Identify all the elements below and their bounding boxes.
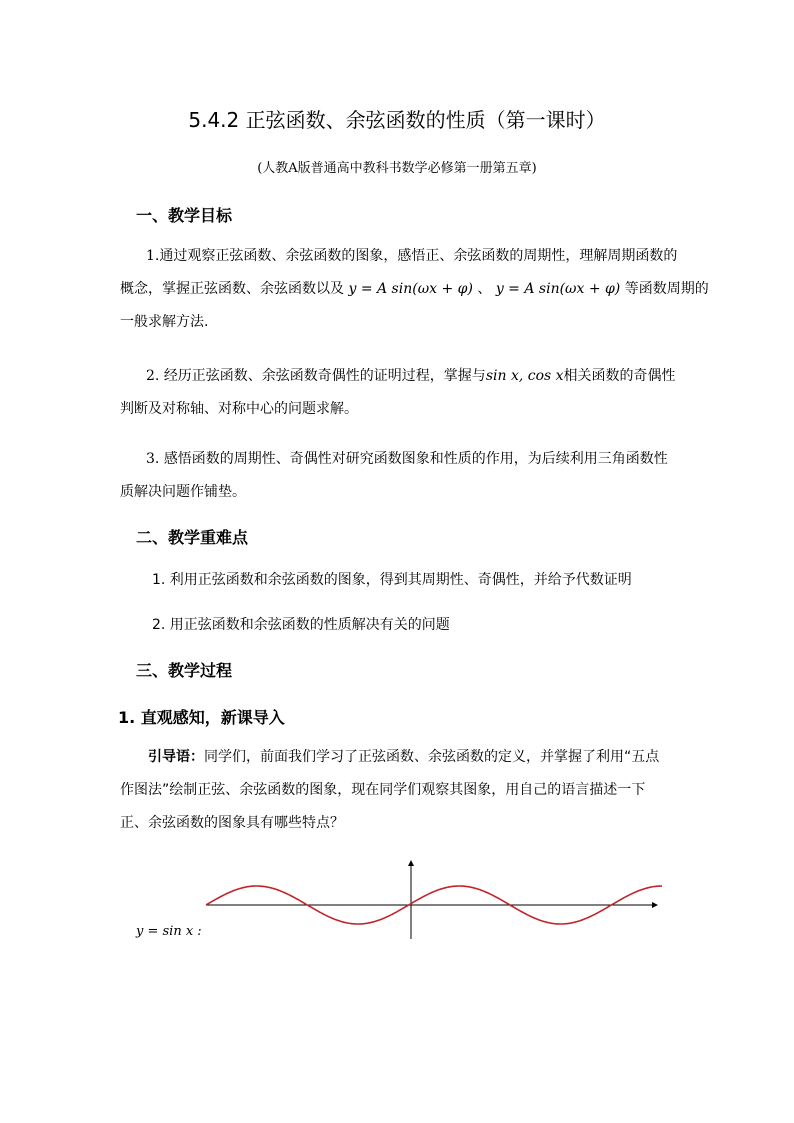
objective-1-separator: 、 — [477, 281, 492, 297]
objective-3 — [120, 443, 668, 509]
objective-1-number: 1. — [146, 248, 160, 264]
page-subtitle: (人教A版普通高中教科书数学必修第一册第五章) — [257, 161, 537, 176]
objective-1-line2-pre: 概念，掌握正弦函数、余弦函数以及 — [120, 281, 344, 297]
objective-3-number: 3. — [146, 451, 160, 467]
intro-line1: 同学们，前面我们学习了正弦函数、余弦函数的定义，并掌握了利用“五点 — [204, 749, 660, 765]
x-axis-arrow — [652, 902, 658, 908]
objective-2-number: 2. — [146, 368, 160, 384]
objective-3-line2: 质解决问题作铺垫。 — [120, 484, 246, 500]
objective-1 — [120, 240, 709, 339]
intro-line3: 正、余弦函数的图象具有哪些特点？ — [120, 815, 344, 831]
formula-sin-cos: sin x, cos x — [485, 368, 564, 384]
objective-1-line1: 通过观察正弦函数、余弦函数的图象，感悟正、余弦函数的周期性，理解周期函数的 — [159, 248, 678, 264]
page-title: 5.4.2 正弦函数、余弦函数的性质（第一课时） — [188, 108, 606, 132]
section-heading-key-points: 二、教学重难点 — [136, 528, 249, 547]
intro-line2: 作图法”绘制正弦、余弦函数的图象，现在同学们观察其图象，用自己的语言描述一下 — [120, 782, 646, 798]
intro-paragraph — [120, 741, 659, 840]
formula-a-sin-1: y = A sin(ωx + φ) — [348, 281, 473, 297]
intro-label: 引导语： — [148, 749, 204, 765]
objective-2-line1-pre: 经历正弦函数、余弦函数奇偶性的证明过程，掌握与 — [163, 368, 486, 384]
formula-a-sin-2: y = A sin(ωx + φ) — [495, 281, 621, 297]
graph-label: y = sin x : — [136, 924, 202, 939]
objective-3-line1: 感悟函数的周期性、奇偶性对研究函数图象和性质的作用，为后续利用三角函数性 — [163, 451, 668, 467]
objective-2 — [120, 360, 676, 426]
section-heading-process: 三、教学过程 — [136, 661, 233, 680]
sine-graph — [200, 858, 670, 942]
key-point-2: 2. 用正弦函数和余弦函数的性质解决有关的问题 — [152, 617, 450, 633]
section-heading-objectives: 一、教学目标 — [136, 206, 233, 225]
objective-2-line2: 判断及对称轴、对称中心的问题求解。 — [120, 401, 358, 417]
y-axis-arrow — [408, 860, 414, 866]
key-point-1: 1. 利用正弦函数和余弦函数的图象，得到其周期性、奇偶性，并给予代数证明 — [152, 572, 632, 588]
objective-2-line1-post: 相关函数的奇偶性 — [563, 368, 676, 384]
subsection-heading: 1. 直观感知，新课导入 — [118, 708, 285, 727]
objective-1-line3: 一般求解方法. — [120, 314, 209, 330]
objective-1-line2-post: 等函数周期的 — [624, 281, 709, 297]
